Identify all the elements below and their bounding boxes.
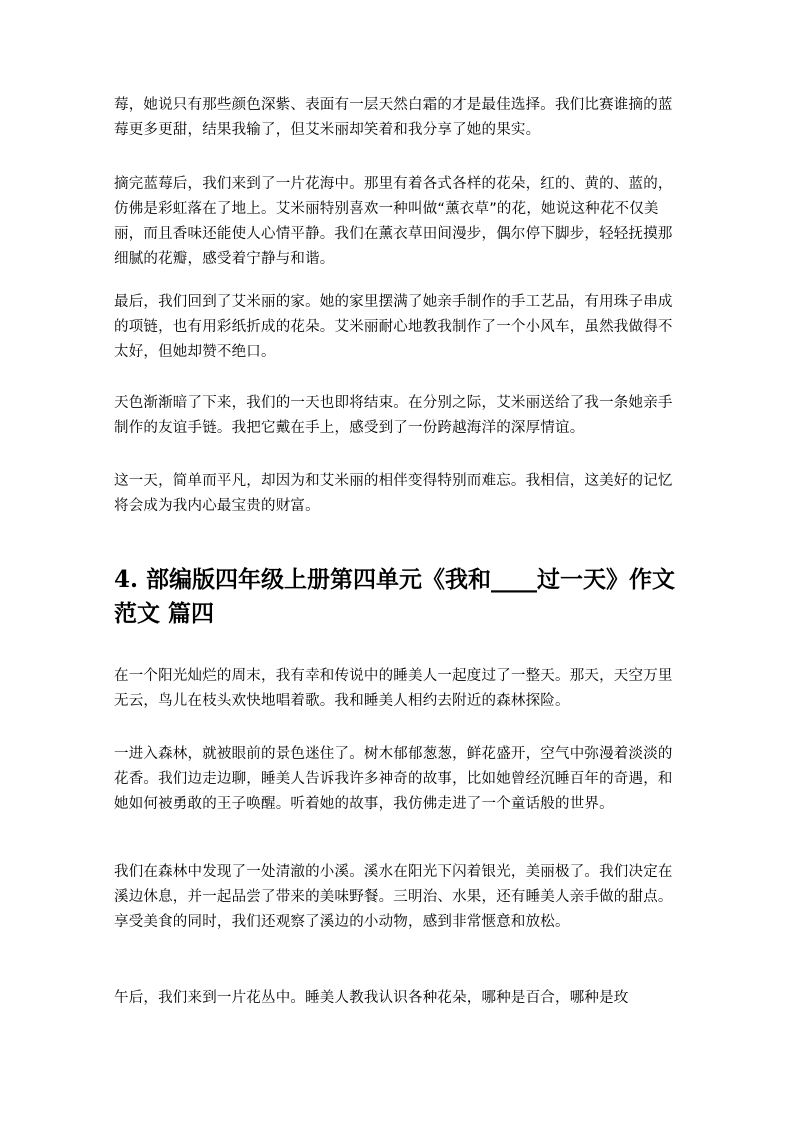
paragraph-stream-picnic: 我们在森林中发现了一处清澈的小溪。溪水在阳光下闪着银光，美丽极了。我们决定在溪边休息，并一起品尝了带来的美味野餐。三明治、水果，还有睡美人亲手做的甜点。享受美食的同时，我们还观察了溪边的小动物，感到非常惬意和放松。 [114, 864, 673, 930]
paragraph-flower-bush: 午后，我们来到一片花丛中。睡美人教我认识各种花朵，哪种是百合，哪种是玫 [114, 990, 629, 1006]
paragraph-friendship-bracelet: 天色渐渐暗了下来，我们的一天也即将结束。在分别之际，艾米丽送给了我一条她亲手制作的友谊手链。我把它戴在手上，感受到了一份跨越海洋的深厚情谊。 [114, 395, 673, 436]
paragraph-blueberry-picking: 莓，她说只有那些颜色深紫、表面有一层天然白霜的才是最佳选择。我们比赛谁摘的蓝莓更多更甜，结果我输了，但艾米丽却笑着和我分享了她的果实。 [114, 97, 673, 138]
paragraph-flower-sea: 摘完蓝莓后，我们来到了一片花海中。那里有着各式各样的花朵，红的、黄的、蓝的，仿佛是彩虹落在了地上。艾米丽特别喜欢一种叫做“薰衣草”的花，她说这种花不仅美丽，而且香味还能使人心情平静。我们在薰衣草田间漫步，偶尔停下脚步，轻轻抚摸那细腻的花瓣，感受着宁静与和谐。 [114, 176, 673, 267]
paragraph-sunny-weekend: 在一个阳光灿烂的周末，我有幸和传说中的睡美人一起度过了一整天。那天，天空万里无云，鸟儿在枝头欢快地唱着歌。我和睡美人相约去附近的森林探险。 [114, 668, 673, 709]
paragraph-conclusion: 这一天，简单而平凡，却因为和艾米丽的相伴变得特别而难忘。我相信，这美好的记忆将会成为我内心最宝贵的财富。 [114, 473, 673, 514]
paragraph-handicrafts: 最后，我们回到了艾米丽的家。她的家里摆满了她亲手制作的手工艺品，有用珠子串成的项链，也有用彩纸折成的花朵。艾米丽耐心地教我制作了一个小风车，虽然我做得不太好，但她却赞不绝口。 [114, 294, 673, 360]
paragraph-forest: 一进入森林，就被眼前的景色迷住了。树木郁郁葱葱，鲜花盛开，空气中弥漫着淡淡的花香。我们边走边聊，睡美人告诉我许多神奇的故事，比如她曾经沉睡百年的奇遇，和她如何被勇敢的王子唤醒。听着她的故事，我仿佛走进了一个童话般的世界。 [114, 746, 673, 812]
section-heading: 4. 部编版四年级上册第四单元《我和____过一天》作文范文 篇四 [114, 566, 676, 627]
